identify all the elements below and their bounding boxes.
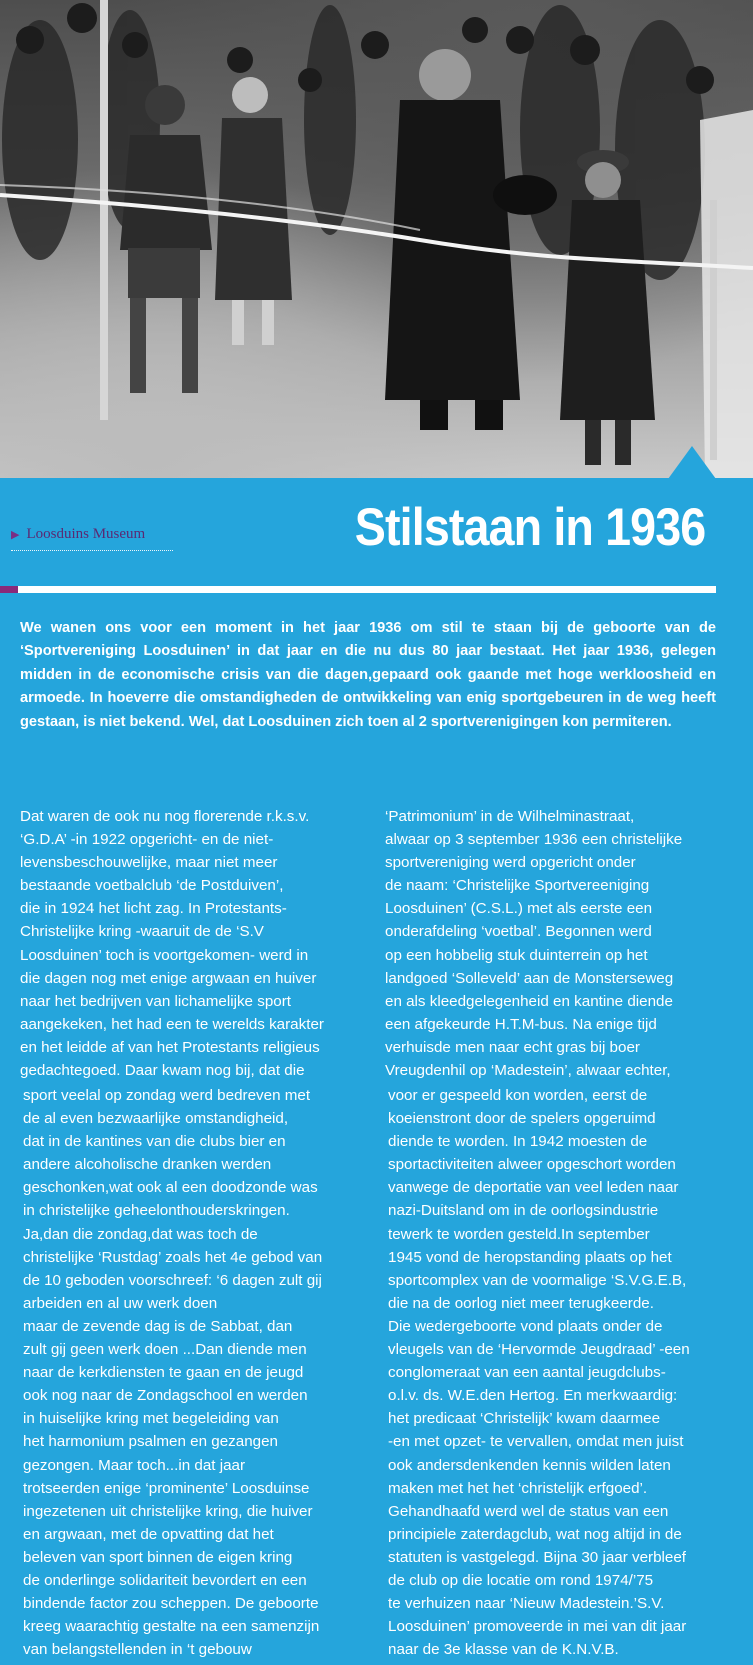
text-line: de 10 geboden voorschreef: ‘6 dagen zult gij [23,1271,322,1289]
text-line: gedachtegoed. Daar kwam nog bij, dat die [20,1062,305,1080]
text-line: beleven van sport binnen de eigen kring [23,1548,293,1566]
text-line: principiele zaterdagclub, wat nog altijd in de [388,1525,682,1543]
text-line: die in 1924 het licht zag. In Protestants- [20,900,287,918]
text-line: die na de oorlog niet meer terugkeerde. [388,1294,654,1312]
text-line: christelijke ‘Rustdag’ zoals het 4e gebod van [23,1248,323,1266]
text-line: tewerk te worden gesteld.In september [388,1225,650,1243]
text-line: Christelijke kring -waaruit de de ‘S.V [20,923,264,941]
text-line: sport veelal op zondag werd bedreven met [23,1087,311,1104]
text-line: naar het bedrijven van lichamelijke sport [20,992,291,1010]
text-line: kreeg waarachtig gestalte na een samenzijn [23,1618,320,1636]
text-line: ‘Patrimonium’ in de Wilhelminastraat, [385,808,635,825]
column-left-top [20,805,365,1082]
intro-paragraph: We wanen ons voor een moment in het jaar 1936 om stil te staan bij de geboorte van de ‘Sportvereniging Loosduinen’ in dat jaar en die nu dus 80 jaar bestaat. Het jaar 1936, gelegen midden in de economische crisis van die dagen,gepaard ook gaande met hoge werkloosheid en armoede. In hoeverre die omstandigheden de ontwikkeling van enig sportgebeuren in de weg heeft gestaan, is niet bekend. Wel, dat Loosduinen zich toen al 2 sportverenigingen kon permiteren. [20,620,716,730]
text-line: en als kleedgelegenheid en kantine diende [385,992,673,1010]
text-line: koeienstront door de spelers opgeruimd [388,1110,656,1128]
text-line: sportvereniging werd opgericht onder [385,854,636,872]
source-label [11,523,145,545]
text-line: gezongen. Maar toch...in dat jaar [23,1456,246,1474]
text-line: 1945 vond de heropstanding plaats op het [388,1248,672,1266]
text-line: verhuisde men naar echt gras bij boer [385,1038,640,1056]
text-line: bestaande voetbalclub ‘de Postduiven’, [20,877,284,895]
text-line: o.l.v. ds. W.E.den Hertog. En merkwaardig: [388,1387,678,1405]
text-line: een afgekeurde H.T.M-bus. Na enige tijd [385,1015,657,1033]
text-line: zult gij geen werk doen ...Dan diende men [23,1341,307,1359]
text-line: onderafdeling ‘voetbal’. Begonnen werd [385,923,652,941]
text-line: naar de kerkdiensten te gaan en de jeugd [23,1364,304,1382]
text-line: trotseerden enige ‘prominente’ Loosduinse [23,1479,310,1497]
text-line: maken met het het ‘christelijk erfgoed’. [388,1479,648,1497]
text-line: in christelijke geheelonthouderskringen. [23,1202,290,1220]
text-line: Loosduinen’ toch is voortgekomen- werd in [20,946,309,964]
text-line: Die wedergeboorte vond plaats onder de [388,1317,663,1335]
text-line: ingezetenen uit christelijke kring, die huiver [23,1502,313,1520]
title-divider [0,586,716,593]
page-title: Stilstaan in 1936 [354,498,705,557]
text-line: in huiselijke kring met begeleiding van [23,1410,279,1428]
photo-notch [668,446,716,479]
text-line: aangekeken, het had een te werelds karakter [20,1015,324,1033]
divider-accent [0,586,18,593]
text-line: te verhuizen naar ‘Nieuw Madestein.’S.V. [388,1595,665,1613]
text-line: vanwege de deportatie van veel leden naar [388,1179,679,1197]
text-line: Loosduinen’ promoveerde in mei van dit jaar [388,1618,687,1636]
text-line: maar de zevende dag is de Sabbat, dan [23,1317,293,1335]
text-line: de naam: ‘Christelijke Sportvereeniging [385,877,650,895]
photo-illustration [0,0,753,478]
text-line: Loosduinen’ (C.S.L.) met als eerste een [385,900,653,918]
text-line: de club op die locatie om rond 1974/’75 [388,1571,654,1589]
historic-photo [0,0,753,478]
text-line: het harmonium psalmen en gezangen [23,1433,278,1451]
text-line: nazi-Duitsland om in de oorlogsindustrie [388,1202,659,1220]
text-line: sportcomplex van de voormalige ‘S.V.G.E.B, [388,1271,687,1289]
text-line: statuten is vastgelegd. Bijna 30 jaar verbleef [388,1548,687,1566]
text-line: die dagen nog met enige argwaan en huiver [20,969,317,987]
text-line: levensbeschouwelijke, maar niet meer [20,854,278,872]
text-line: geschonken,wat ook al een doodzonde was [23,1179,318,1197]
text-line: vleugels van de ‘Hervormde Jeugdraad’ -een [388,1341,690,1359]
text-line: het predicaat ‘Christelijk’ kwam daarmee [388,1410,661,1428]
column-right-top [385,805,730,1082]
text-line: Gehandhaafd werd wel de status van een [388,1502,669,1520]
text-line: landgoed ‘Solleveld’ aan de Monsterseweg [385,969,674,987]
text-line: Dat waren de ook nu nog florerende r.k.s.v. [20,808,310,825]
text-line: en het leidde af van het Protestants religieus [20,1038,320,1056]
text-line: alwaar op 3 september 1936 een christelijke [385,831,683,849]
text-line: naar de 3e klasse van de K.N.V.B. [388,1641,619,1659]
text-line: -en met opzet- te vervallen, omdat men juist [388,1433,684,1451]
text-line: de al even bezwaarlijke omstandigheid, [23,1110,289,1128]
text-line: ook nog naar de Zondagschool en werden [23,1387,308,1405]
text-line: Vreugdenhil op ‘Madestein’, alwaar echter, [385,1062,671,1080]
text-line: conglomeraat van een aantal jeugdclubs- [388,1364,666,1382]
text-line: op een hobbelig stuk duinterrein op het [385,946,648,964]
text-line: ook andersdenkenden kennis wilden laten [388,1456,671,1474]
column-left-bottom [23,1084,368,1661]
text-line: de onderlinge solidariteit bevordert en een [23,1571,307,1589]
source-label-text: Loosduins Museum [26,525,146,542]
source-underline [11,550,173,551]
text-line: en argwaan, met de opvatting dat het [23,1525,274,1543]
text-line: diende te worden. In 1942 moesten de [388,1133,648,1151]
text-line: van belangstellenden in ‘t gebouw [23,1641,252,1659]
text-line: sportactiviteiten alweer opgeschort worden [388,1156,676,1174]
text-line: andere alcoholische dranken werden [23,1156,272,1174]
column-right-bottom [388,1084,733,1661]
text-line: Ja,dan die zondag,dat was toch de [23,1225,258,1243]
text-line: dat in de kantines van die clubs bier en [23,1133,286,1151]
text-line: ‘G.D.A’ -in 1922 opgericht- en de niet- [20,831,274,849]
text-line: voor er gespeeld kon worden, eerst de [388,1087,648,1104]
triangle-right-icon: ▶ [11,528,20,541]
text-line: arbeiden en al uw werk doen [23,1294,218,1312]
text-line: bindende factor zou scheppen. De geboorte [23,1595,319,1613]
